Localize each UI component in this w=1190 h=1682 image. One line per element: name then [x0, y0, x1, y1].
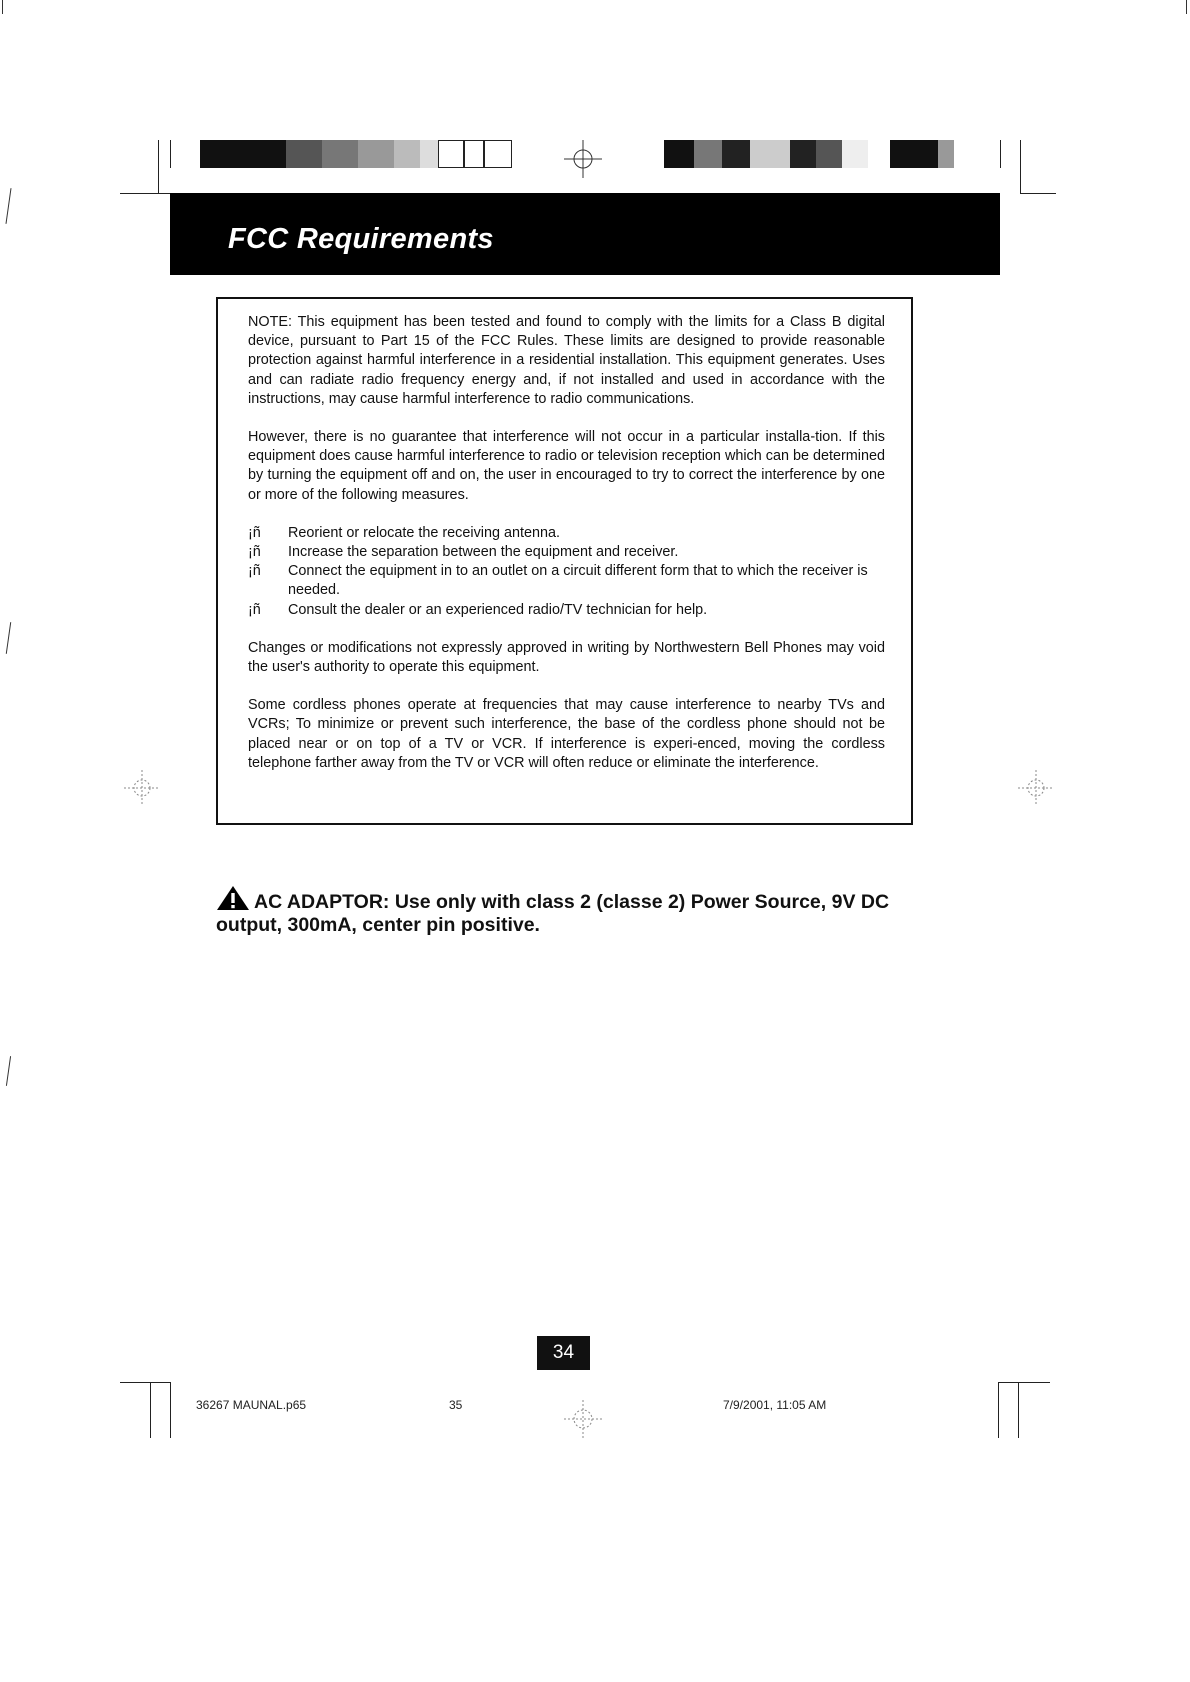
warning-triangle-icon [216, 885, 250, 911]
measures-list [248, 524, 885, 620]
color-calibration-bar-right [664, 140, 974, 168]
registration-target-icon [1016, 768, 1056, 808]
bullet-glyph: ¡ñ [248, 563, 261, 580]
fcc-note-paragraph: NOTE: This equipment has been tested and found to comply with the limits for a Class B digital device, pursuant to Part 15 of the FCC Rules. These limits are designed to provide reasonable protection against harmful interference in a residential installation. This equipment generates. Uses and can radiate radio frequency energy and, if not installed and used in accordance with the instructions, may cause harmful interference to radio communications. [248, 314, 885, 407]
list-item-text: Connect the equipment in to an outlet on a circuit different form that to which the receiver is needed. [288, 563, 868, 599]
list-item [248, 524, 885, 543]
cordless-interference-paragraph: Some cordless phones operate at frequencies that may cause interference to nearby TVs and VCRs; To minimize or prevent such interference, the base of the cordless phone should not be placed near or on top of a TV or VCR. If interference is experi-enced, moving the cordless telephone farther away from the TV or VCR will often reduce or eliminate the interference. [248, 697, 885, 771]
list-item [248, 601, 885, 620]
footer-file-name: 36267 MAUNAL.p65 [196, 1398, 307, 1412]
bullet-glyph: ¡ñ [248, 544, 261, 561]
list-item-text: Consult the dealer or an experienced radio/TV technician for help. [288, 601, 708, 618]
footer-sheet-number: 35 [449, 1398, 463, 1412]
bullet-glyph: ¡ñ [248, 524, 261, 541]
registration-target-icon [122, 768, 162, 808]
list-item [248, 562, 885, 600]
color-calibration-bar-left [200, 140, 512, 168]
list-item-text: Reorient or relocate the receiving antenna. [288, 524, 560, 541]
fcc-notice-box [216, 297, 913, 825]
registration-target-icon [562, 138, 604, 180]
ac-adaptor-warning [216, 885, 936, 937]
warning-text: AC ADAPTOR: Use only with class 2 (classe 2) Power Source, 9V DC output, 300mA, center pin positive. [216, 891, 890, 936]
registration-target-icon [562, 1398, 604, 1440]
title-banner [170, 193, 1000, 275]
page-number: 34 [537, 1336, 590, 1370]
bullet-glyph: ¡ñ [248, 601, 261, 618]
list-item [248, 543, 885, 562]
footer-timestamp: 7/9/2001, 11:05 AM [723, 1398, 827, 1412]
list-item-text: Increase the separation between the equipment and receiver. [288, 544, 679, 561]
page-title: FCC Requirements [228, 223, 494, 255]
interference-paragraph: However, there is no guarantee that interference will not occur in a particular installa-tion. If this equipment does cause harmful interference to radio or television reception which can be determined by turning the equipment off and on, the user in encouraged to try to correct the interference by one or more of the following measures. [248, 429, 885, 503]
modifications-paragraph: Changes or modifications not expressly approved in writing by Northwestern Bell Phones may void the user's authority to operate this equipment. [248, 639, 885, 676]
